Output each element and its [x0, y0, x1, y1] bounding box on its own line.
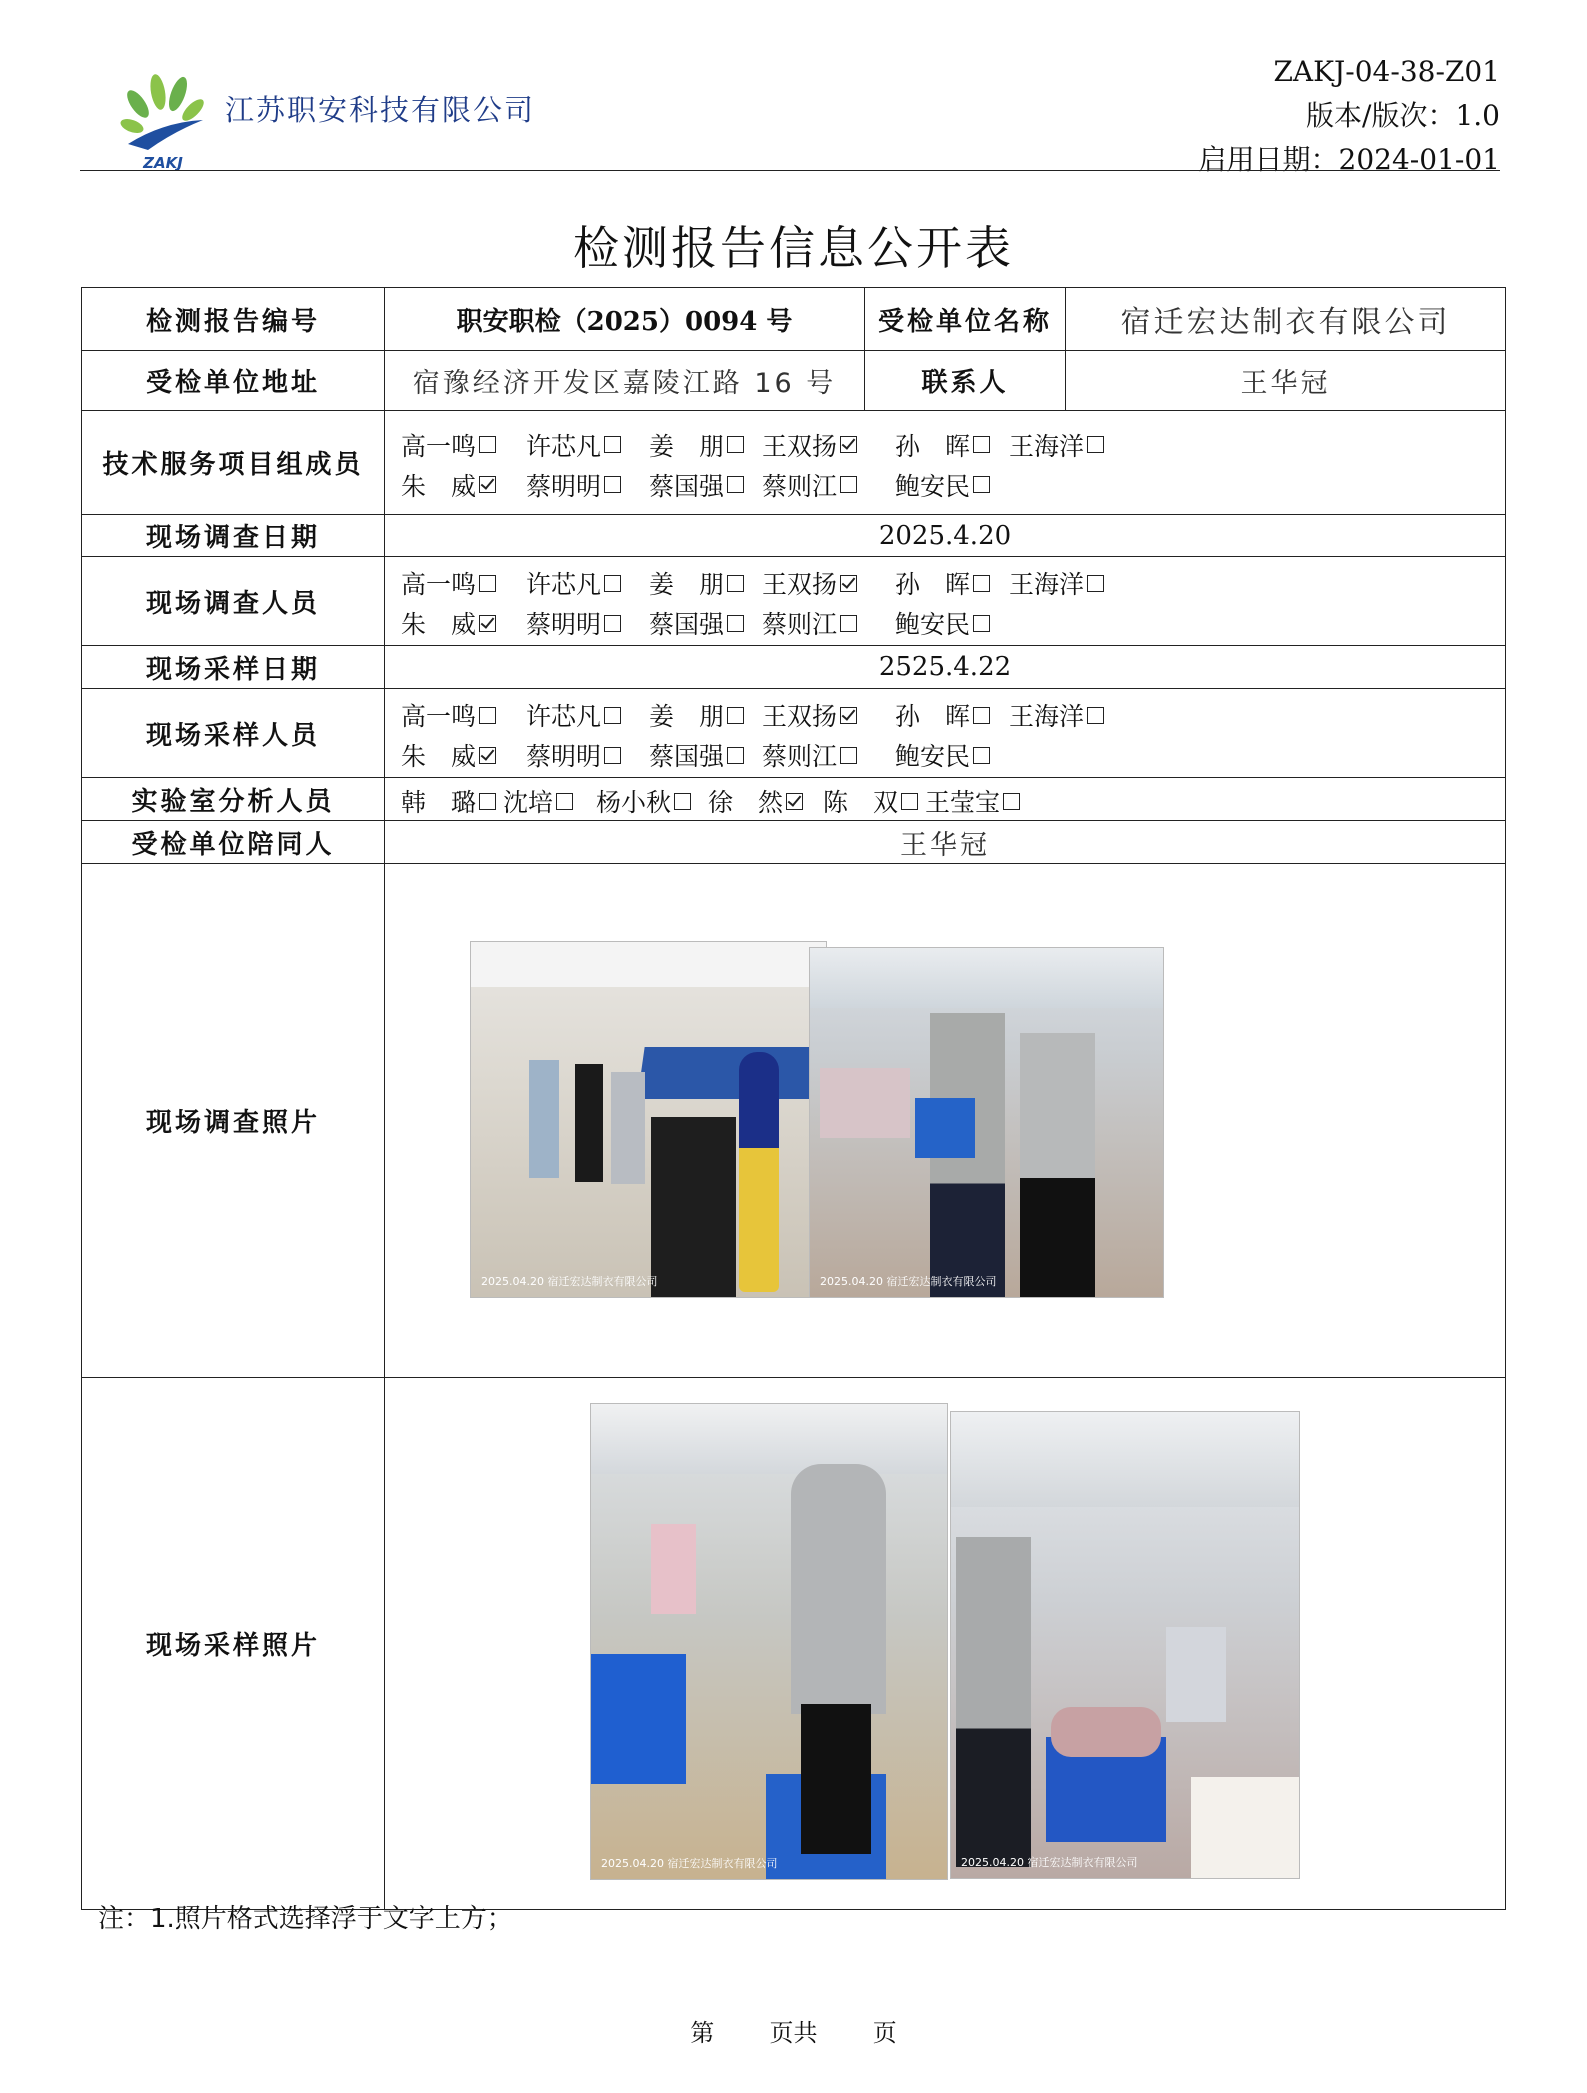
sampling-photos-label: 现场采样照片 [82, 1378, 385, 1910]
unchecked-checkbox[interactable] [973, 476, 990, 493]
staff-name: 姜 朋 [649, 431, 725, 461]
company-logo [108, 62, 218, 172]
survey-photo-1-caption: 2025.04.20 宿迁宏达制衣有限公司 [481, 1275, 658, 1288]
staff-name: 许芯凡 [526, 431, 602, 461]
checked-checkbox[interactable] [479, 615, 496, 632]
checked-checkbox[interactable] [786, 793, 803, 810]
footnote: 注：1.照片格式选择浮于文字上方； [98, 1904, 513, 1934]
name-row [401, 561, 1505, 601]
escort-label: 受检单位陪同人 [82, 821, 385, 864]
escort-value: 王华冠 [385, 821, 1506, 864]
lab-staff-label: 实验室分析人员 [82, 778, 385, 821]
unchecked-checkbox[interactable] [727, 747, 744, 764]
contact-value: 王华冠 [1066, 351, 1506, 411]
unchecked-checkbox[interactable] [1087, 707, 1104, 724]
checked-checkbox[interactable] [840, 707, 857, 724]
staff-item [649, 737, 744, 773]
staff-name: 王海洋 [1009, 702, 1085, 731]
staff-name: 许芯凡 [526, 570, 602, 599]
staff-name: 蔡则江 [762, 471, 838, 501]
staff-name: 王双扬 [762, 702, 838, 731]
staff-item [401, 467, 496, 503]
report-no-value: 职安职检（2025）0094 号 [385, 288, 865, 351]
unchecked-checkbox[interactable] [727, 436, 744, 453]
staff-name: 蔡明明 [526, 742, 602, 771]
staff-name: 王海洋 [1009, 570, 1085, 599]
staff-name: 朱 威 [401, 742, 477, 771]
page-title: 检测报告信息公开表 [573, 221, 1014, 275]
staff-name: 许芯凡 [526, 702, 602, 731]
survey-photos-label: 现场调查照片 [82, 864, 385, 1378]
staff-name: 沈培 [503, 788, 554, 817]
staff-name: 蔡明明 [526, 471, 602, 501]
contact-label: 联系人 [865, 351, 1066, 411]
sampling-photo-1-caption: 2025.04.20 宿迁宏达制衣有限公司 [601, 1857, 778, 1870]
checked-checkbox[interactable] [840, 575, 857, 592]
staff-item [895, 737, 990, 773]
effective-date: 启用日期：2024-01-01 [1198, 143, 1500, 176]
unchecked-checkbox[interactable] [727, 615, 744, 632]
staff-name: 高一鸣 [401, 702, 477, 731]
staff-name: 王莹宝 [925, 788, 1001, 817]
survey-photo-2 [809, 947, 1164, 1298]
staff-name: 王海洋 [1009, 431, 1085, 461]
survey-photo-2-caption: 2025.04.20 宿迁宏达制衣有限公司 [820, 1275, 997, 1288]
staff-item [1009, 427, 1104, 463]
members-list [385, 411, 1506, 515]
sampling-photos-row [82, 1378, 1506, 1910]
staff-item [526, 467, 621, 503]
unchecked-checkbox[interactable] [973, 707, 990, 724]
sampling-staff-label: 现场采样人员 [82, 689, 385, 778]
page-header [80, 50, 1500, 176]
unchecked-checkbox[interactable] [479, 575, 496, 592]
staff-name: 蔡则江 [762, 742, 838, 771]
staff-item [1009, 697, 1104, 733]
staff-name: 蔡国强 [649, 610, 725, 639]
staff-item [401, 737, 496, 773]
unchecked-checkbox[interactable] [727, 575, 744, 592]
unchecked-checkbox[interactable] [479, 793, 496, 810]
unchecked-checkbox[interactable] [604, 476, 621, 493]
staff-name: 高一鸣 [401, 431, 477, 461]
staff-name: 鲍安民 [895, 610, 971, 639]
staff-item [762, 565, 857, 601]
page-prefix: 第 [690, 2019, 715, 2047]
sampling-photo-2 [950, 1411, 1300, 1879]
unchecked-checkbox[interactable] [1087, 575, 1104, 592]
staff-item [708, 783, 803, 819]
staff-item [649, 605, 744, 641]
staff-item [762, 605, 857, 641]
staff-name: 孙 晖 [895, 431, 971, 461]
lab-staff-row [82, 778, 1506, 821]
sampling-photos-cell [385, 1378, 1506, 1910]
name-row [401, 601, 1505, 641]
staff-item [526, 565, 621, 601]
staff-item [401, 427, 496, 463]
document-meta [1199, 50, 1500, 182]
unchecked-checkbox[interactable] [973, 615, 990, 632]
unchecked-checkbox[interactable] [1003, 793, 1020, 810]
staff-item [401, 565, 496, 601]
unit-name-value: 宿迁宏达制衣有限公司 [1066, 288, 1506, 351]
staff-item [526, 605, 621, 641]
unchecked-checkbox[interactable] [840, 476, 857, 493]
members-row [82, 411, 1506, 515]
staff-item [762, 737, 857, 773]
staff-item [649, 565, 744, 601]
unit-name-label: 受检单位名称 [865, 288, 1066, 351]
staff-name: 孙 晖 [895, 702, 971, 731]
header-divider [80, 170, 1500, 171]
page-suffix: 页 [872, 2019, 897, 2047]
unchecked-checkbox[interactable] [973, 575, 990, 592]
staff-name: 朱 威 [401, 471, 477, 501]
staff-name: 蔡则江 [762, 610, 838, 639]
staff-item [762, 427, 857, 463]
company-name: 江苏职安科技有限公司 [225, 93, 536, 127]
name-row [401, 463, 1505, 503]
survey-photo-1 [470, 941, 827, 1298]
logo-text: ZAKJ [143, 154, 183, 172]
unchecked-checkbox[interactable] [604, 747, 621, 764]
staff-item [895, 565, 990, 601]
staff-name: 王双扬 [762, 431, 838, 461]
lab-staff-list [385, 778, 1506, 821]
sampling-date-value: 2525.4.22 [385, 646, 1506, 689]
unchecked-checkbox[interactable] [840, 747, 857, 764]
report-no-row [82, 288, 1506, 351]
unchecked-checkbox[interactable] [727, 707, 744, 724]
unchecked-checkbox[interactable] [604, 436, 621, 453]
survey-date-value: 2025.4.20 [385, 515, 1506, 557]
name-row [401, 733, 1505, 773]
unchecked-checkbox[interactable] [901, 793, 918, 810]
unchecked-checkbox[interactable] [973, 436, 990, 453]
staff-name: 姜 朋 [649, 702, 725, 731]
unchecked-checkbox[interactable] [556, 793, 573, 810]
staff-item [649, 697, 744, 733]
staff-name: 鲍安民 [895, 471, 971, 501]
staff-name: 徐 然 [708, 788, 784, 817]
survey-photos-row [82, 864, 1506, 1378]
doc-version: 版本/版次：1.0 [1306, 99, 1500, 132]
staff-item [895, 467, 990, 503]
staff-item [503, 783, 573, 819]
unchecked-checkbox[interactable] [604, 615, 621, 632]
address-label: 受检单位地址 [82, 351, 385, 411]
staff-name: 韩 璐 [401, 788, 477, 817]
staff-item [762, 697, 857, 733]
staff-item [762, 467, 857, 503]
unchecked-checkbox[interactable] [727, 476, 744, 493]
staff-name: 鲍安民 [895, 742, 971, 771]
survey-staff-label: 现场调查人员 [82, 557, 385, 646]
staff-name: 孙 晖 [895, 570, 971, 599]
unchecked-checkbox[interactable] [604, 575, 621, 592]
doc-code: ZAKJ-04-38-Z01 [1273, 55, 1500, 88]
members-label: 技术服务项目组成员 [82, 411, 385, 515]
staff-name: 蔡国强 [649, 471, 725, 501]
survey-date-row [82, 515, 1506, 557]
staff-name: 蔡国强 [649, 742, 725, 771]
staff-item [895, 605, 990, 641]
staff-name: 朱 威 [401, 610, 477, 639]
escort-row [82, 821, 1506, 864]
survey-staff-list [385, 557, 1506, 646]
unchecked-checkbox[interactable] [604, 707, 621, 724]
staff-item [649, 467, 744, 503]
sampling-photo-2-caption: 2025.04.20 宿迁宏达制衣有限公司 [961, 1856, 1138, 1869]
staff-name: 陈 双 [823, 788, 899, 817]
checked-checkbox[interactable] [479, 476, 496, 493]
sampling-date-row [82, 646, 1506, 689]
unchecked-checkbox[interactable] [840, 615, 857, 632]
survey-date-label: 现场调查日期 [82, 515, 385, 557]
staff-item [649, 427, 744, 463]
page-mid: 页共 [769, 2019, 818, 2047]
staff-item [895, 697, 990, 733]
sampling-photo-1 [590, 1403, 948, 1880]
staff-item [925, 783, 1020, 819]
unchecked-checkbox[interactable] [973, 747, 990, 764]
staff-name: 蔡明明 [526, 610, 602, 639]
survey-staff-row [82, 557, 1506, 646]
staff-item [1009, 565, 1104, 601]
name-row [401, 779, 1505, 819]
info-table [81, 287, 1506, 1910]
staff-item [526, 737, 621, 773]
staff-name: 姜 朋 [649, 570, 725, 599]
page-footer [0, 2013, 1587, 2048]
address-row [82, 351, 1506, 411]
unchecked-checkbox[interactable] [479, 707, 496, 724]
staff-item [596, 783, 691, 819]
address-value: 宿豫经济开发区嘉陵江路 16 号 [385, 351, 865, 411]
staff-item [401, 605, 496, 641]
staff-item [823, 783, 918, 819]
checked-checkbox[interactable] [479, 747, 496, 764]
unchecked-checkbox[interactable] [1087, 436, 1104, 453]
staff-item [401, 783, 496, 819]
staff-item [401, 697, 496, 733]
sampling-staff-row [82, 689, 1506, 778]
unchecked-checkbox[interactable] [479, 436, 496, 453]
sampling-date-label: 现场采样日期 [82, 646, 385, 689]
survey-photos-cell [385, 864, 1506, 1378]
staff-item [895, 427, 990, 463]
staff-name: 杨小秋 [596, 788, 672, 817]
unchecked-checkbox[interactable] [674, 793, 691, 810]
name-row [401, 693, 1505, 733]
checked-checkbox[interactable] [840, 436, 857, 453]
report-no-label: 检测报告编号 [82, 288, 385, 351]
name-row [401, 423, 1505, 463]
sampling-staff-list [385, 689, 1506, 778]
staff-name: 高一鸣 [401, 570, 477, 599]
staff-item [526, 697, 621, 733]
staff-item [526, 427, 621, 463]
staff-name: 王双扬 [762, 570, 838, 599]
